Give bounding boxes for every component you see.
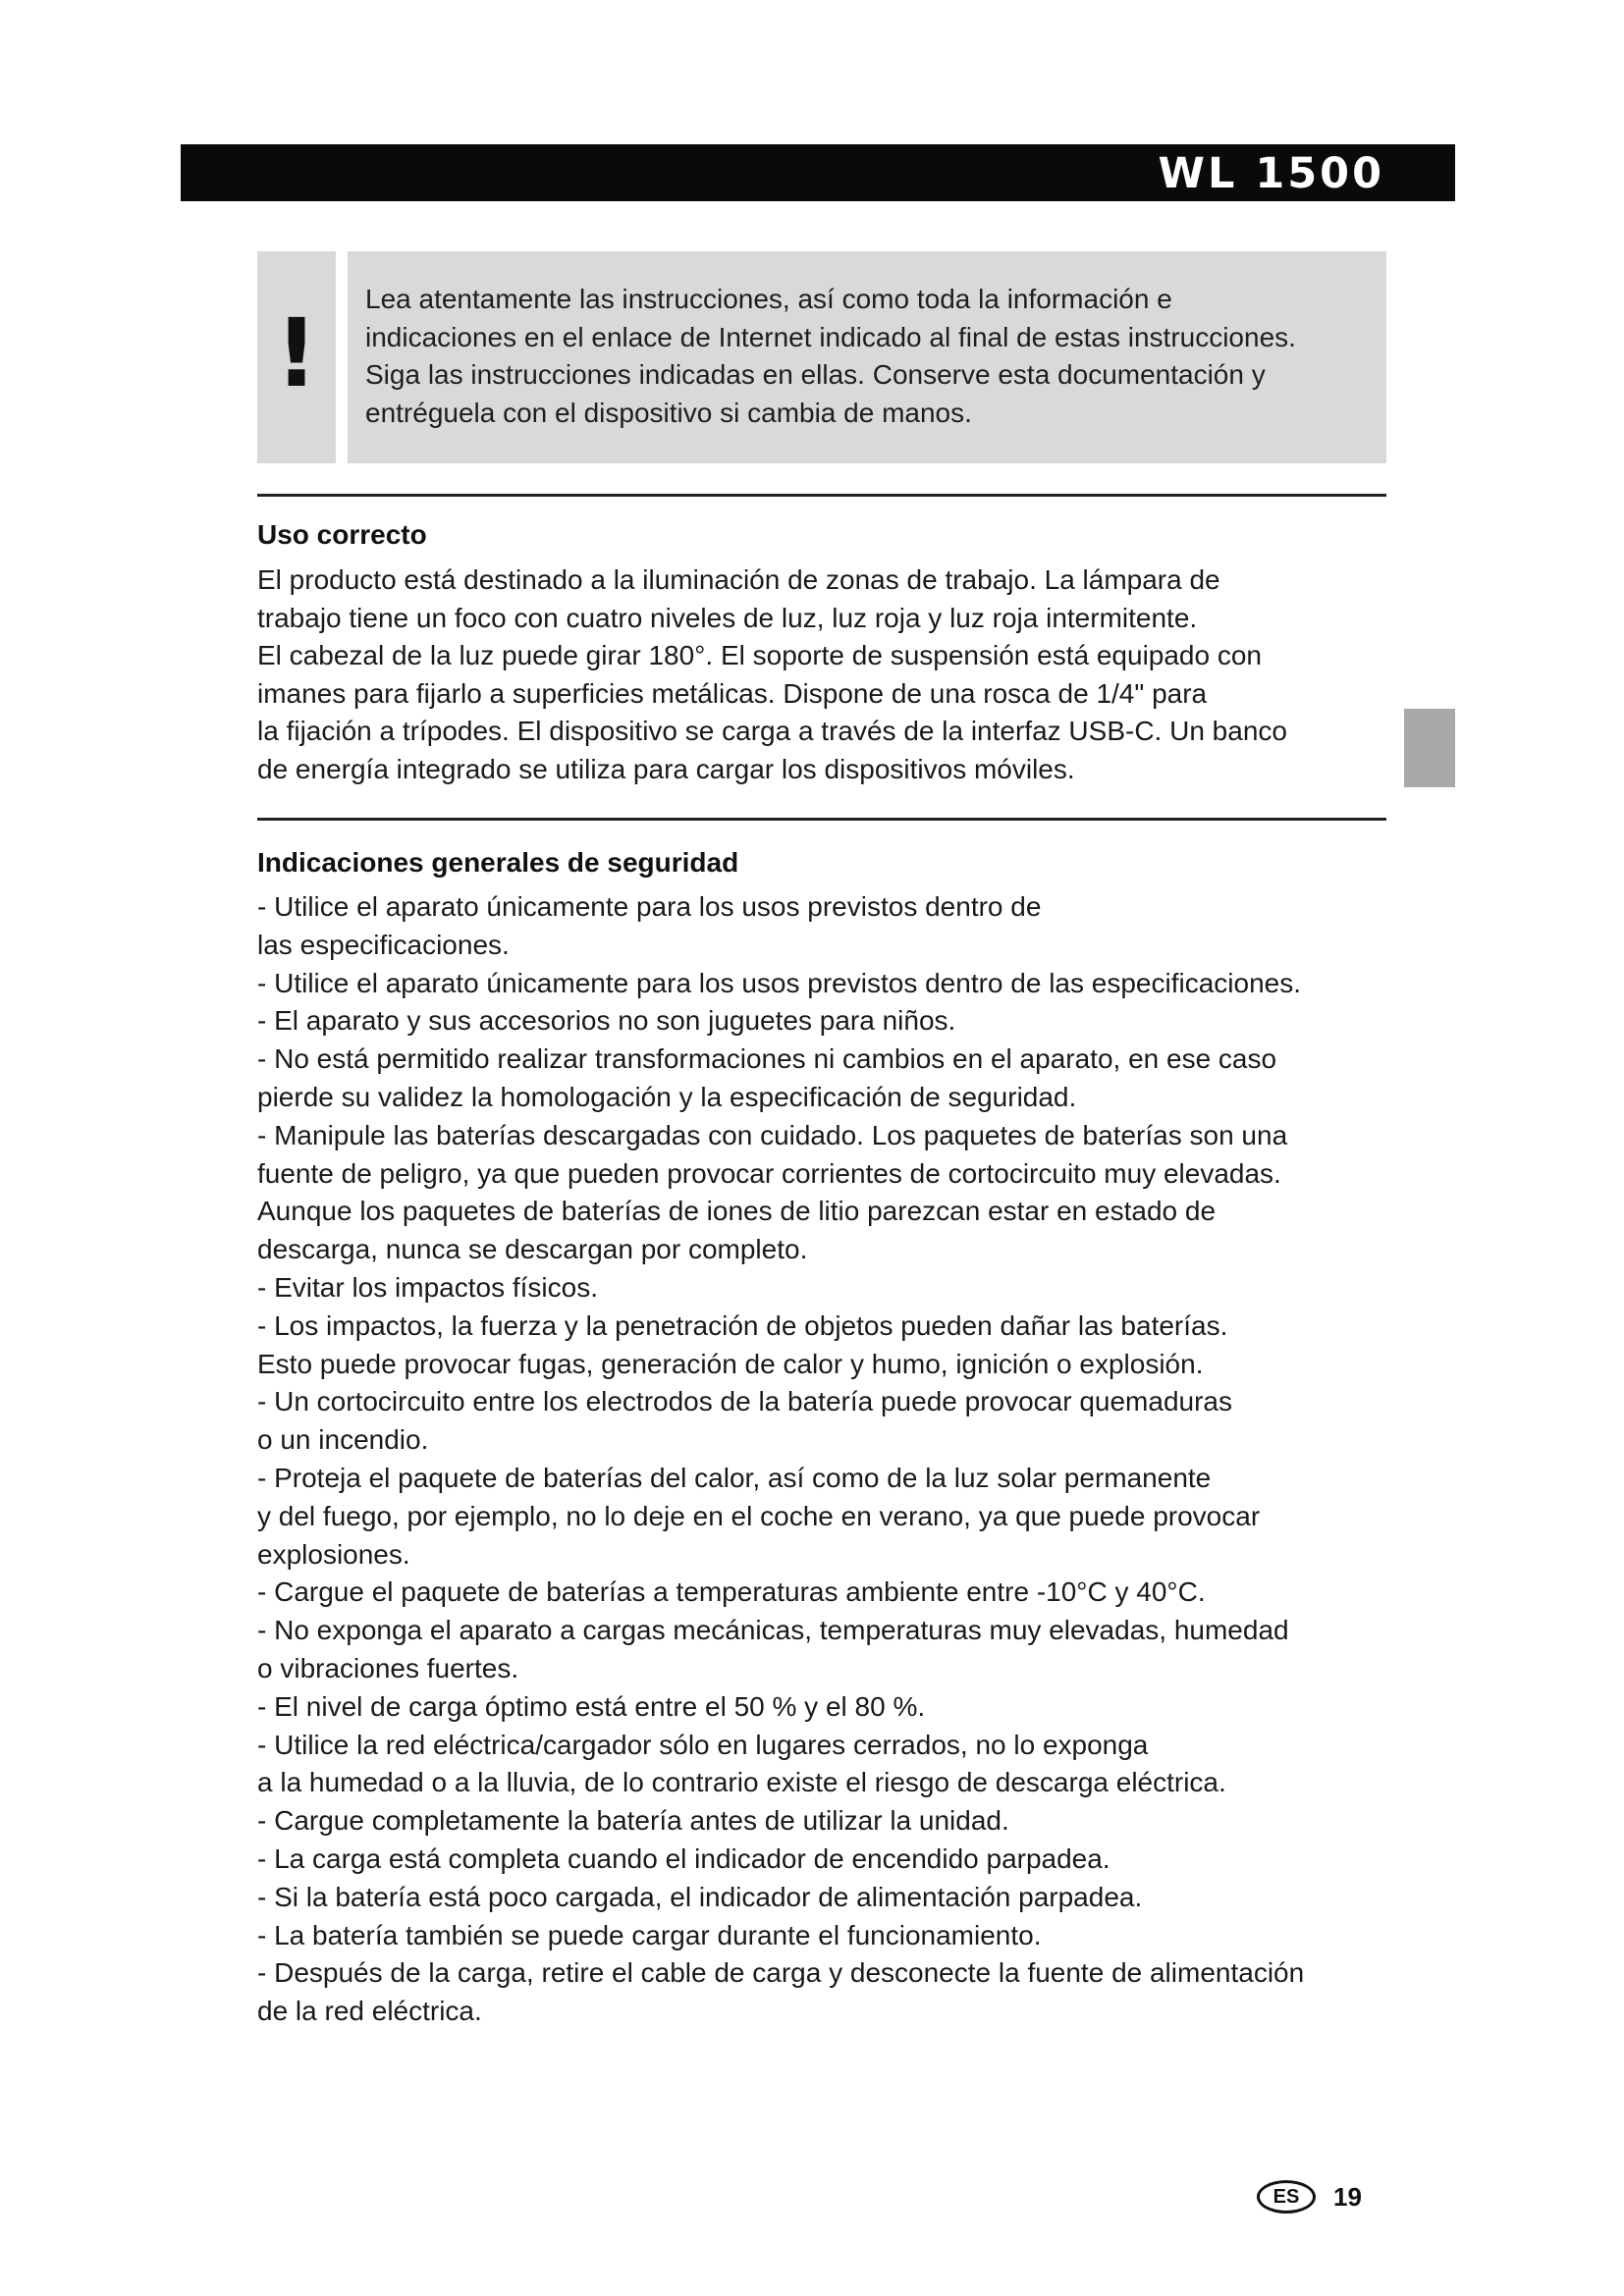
- list-item: - La batería también se puede cargar durante el funcionamiento.: [257, 1919, 1042, 1950]
- page-footer: [1257, 2177, 1362, 2216]
- intended-use-body: El producto está destinado a la iluminación de zonas de trabajo. La lámpara de trabajo tiene un foco con cuatro niveles de luz, luz roja y luz roja intermitente. El cabezal de la luz puede girar 180°. El soporte de suspensión está equipado con imanes para fijarlo a superficies metálicas. Dispone de una rosca de 1/4" para la fijación a trípodes. El dispositivo se carga a través de la interfaz USB-C. Un banco de energía integrado se utiliza para cargar los dispositivos móviles.: [257, 564, 1287, 784]
- safety-heading: Indicaciones generales de seguridad: [257, 847, 739, 878]
- language-badge: ES: [1257, 2180, 1316, 2214]
- model-title: WL 1500: [1158, 149, 1384, 198]
- list-item: - Cargue completamente la batería antes de utilizar la unidad.: [257, 1805, 1009, 1837]
- list-item: - Los impactos, la fuerza y la penetración de objetos pueden dañar las baterías. Esto puede provocar fugas, generación de calor y humo, ignición o explosión.: [257, 1309, 1228, 1379]
- list-item: - Si la batería está poco cargada, el indicador de alimentación parpadea.: [257, 1881, 1143, 1912]
- notice-icon-box: [257, 251, 336, 463]
- list-item: - Evitar los impactos físicos.: [257, 1271, 598, 1303]
- safety-list: [257, 888, 1406, 2031]
- list-item: - Utilice el aparato únicamente para los usos previstos dentro de las especificaciones.: [257, 967, 1302, 998]
- list-item: - La carga está completa cuando el indicador de encendido parpadea.: [257, 1842, 1110, 1874]
- side-thumb-tab: [1404, 709, 1455, 787]
- list-item: - No está permitido realizar transformaciones ni cambios en el aparato, en ese caso pierde su validez la homologación y la especificación de seguridad.: [257, 1043, 1277, 1112]
- header-bar: [181, 144, 1455, 201]
- section-divider: [257, 494, 1386, 497]
- intended-use-heading: Uso correcto: [257, 519, 427, 550]
- notice-box: [348, 251, 1386, 463]
- list-item: - Utilice el aparato únicamente para los usos previstos dentro de las especificaciones.: [257, 891, 1042, 960]
- exclamation-icon: !: [275, 298, 318, 408]
- page-number: 19: [1333, 2181, 1362, 2212]
- list-item: - Utilice la red eléctrica/cargador sólo en lugares cerrados, no lo exponga a la humedad o a la lluvia, de lo contrario existe el riesgo de descarga eléctrica.: [257, 1729, 1226, 1798]
- section-divider: [257, 818, 1386, 821]
- list-item: - El aparato y sus accesorios no son juguetes para niños.: [257, 1005, 956, 1037]
- list-item: - Un cortocircuito entre los electrodos de la batería puede provocar quemaduras o un incendio.: [257, 1386, 1232, 1456]
- list-item: - El nivel de carga óptimo está entre el 50 % y el 80 %.: [257, 1690, 926, 1722]
- list-item: - Proteja el paquete de baterías del calor, así como de la luz solar permanente y del fuego, por ejemplo, no lo deje en el coche en verano, ya que puede provocar explosiones.: [257, 1462, 1261, 1570]
- list-item: - Después de la carga, retire el cable de carga y desconecte la fuente de alimentación de la red eléctrica.: [257, 1957, 1305, 2027]
- notice-text: Lea atentamente las instrucciones, así como toda la información e indicaciones en el enlace de Internet indicado al final de estas instrucciones. Siga las instrucciones indicadas en ellas. Conserve esta documentación y entréguela con el dispositivo si cambia de manos.: [365, 284, 1296, 428]
- list-item: - Cargue el paquete de baterías a temperaturas ambiente entre -10°C y 40°C.: [257, 1576, 1206, 1608]
- list-item: - Manipule las baterías descargadas con cuidado. Los paquetes de baterías son una fuente de peligro, ya que pueden provocar corrientes de cortocircuito muy elevadas. Aunque los paquetes de baterías de iones de litio parezcan estar en estado de descarga, nunca se descargan por completo.: [257, 1119, 1288, 1265]
- list-item: - No exponga el aparato a cargas mecánicas, temperaturas muy elevadas, humedad o vibraciones fuertes.: [257, 1615, 1289, 1683]
